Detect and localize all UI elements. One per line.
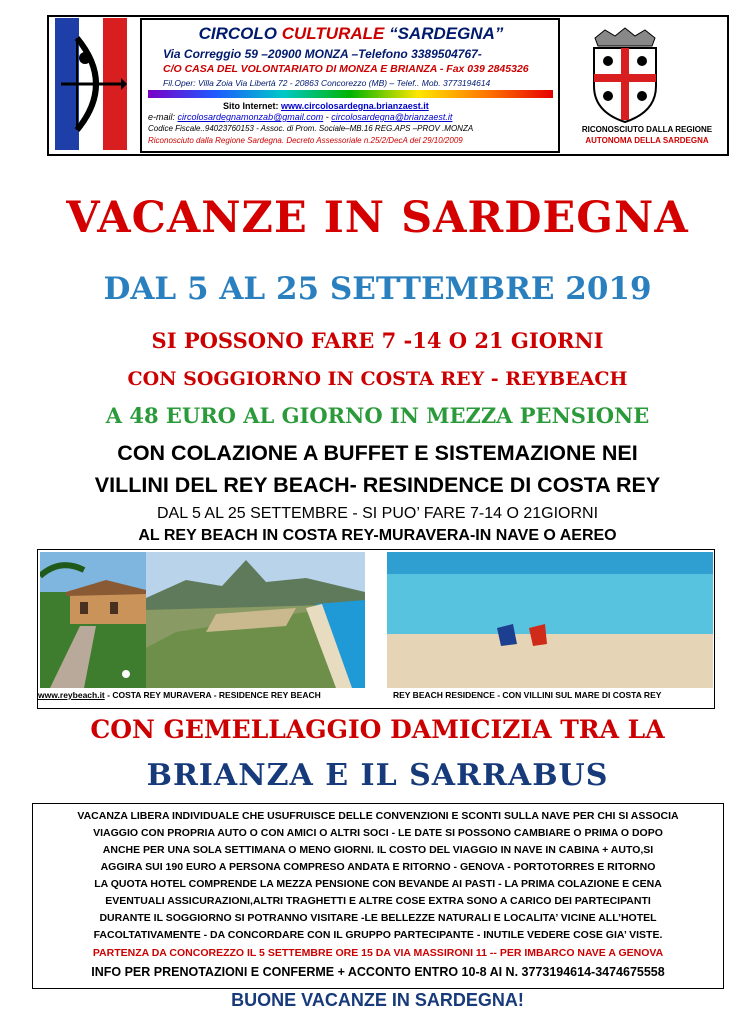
- details-line: ANCHE PER UNA SOLA SETTIMANA O MENO GIORNI. IL COSTO DEL VIAGGIO IN NAVE IN CABINA + AUTO,SI: [102, 844, 654, 856]
- association-name: CIRCOLO CULTURALE “SARDEGNA”: [198, 24, 504, 43]
- resort-villas-photo: [40, 552, 146, 688]
- twinning-line: CON GEMELLAGGIO DAMICIZIA TRA LA: [90, 715, 665, 744]
- email-link-1[interactable]: circolosardegnamonzab@gmail.com: [177, 112, 324, 122]
- dates-repeat-line: DAL 5 AL 25 SETTEMBRE - SI PUO’ FARE 7-14 O 21GIORNI: [156, 505, 599, 522]
- details-line: VACANZA LIBERA INDIVIDUALE CHE USUFRUISCE DELLE CONVENZIONI E SCONTI SULLA NAVE PER CHI SI ASSOCIA: [77, 810, 679, 822]
- details-line: EVENTUALI ASSICURAZIONI,ALTRI TRAGHETTI E ALTRE COSE EXTRA SONO A CARICO DEI PARTECIPANTI: [105, 895, 651, 907]
- details-line: LA QUOTA HOTEL COMPRENDE LA MEZZA PENSIONE CON BEVANDE AI PASTI - LA PRIMA COLAZIONE E CENA: [94, 878, 662, 890]
- twinning-regions: BRIANZA E IL SARRABUS: [146, 758, 609, 793]
- details-line: AGGIRA SUI 190 EURO A PERSONA COMPRESO ANDATA E RITORNO - GENOVA - PORTOTORRES E RITORNO: [100, 861, 656, 873]
- sardinia-crest-icon: [580, 24, 670, 124]
- price-line: A 48 EURO AL GIORNO IN MEZZA PENSIONE: [105, 403, 650, 428]
- details-line: DURANTE IL SOGGIORNO SI POTRANNO VISITARE -LE BELLEZZE NATURALI E LOCALITA’ VICINE ALL’HOTEL: [99, 912, 657, 924]
- details-line: FACOLTATIVAMENTE - DA CONCORDARE CON IL GRUPPO PARTECIPANTE - INUTILE VEDERE COSE GIA’ VISTE.: [93, 929, 663, 941]
- stay-location: CON SOGGIORNO IN COSTA REY - REYBEACH: [127, 368, 628, 390]
- crest-caption: RICONOSCIUTO DALLA REGIONE AUTONOMA DELLA SARDEGNA: [581, 125, 713, 145]
- archer-logo: [55, 18, 127, 150]
- villas-line: VILLINI DEL REY BEACH- RESINDENCE DI COSTA REY: [94, 473, 661, 497]
- email-link-2[interactable]: circolosardegna@brianzaest.it: [331, 112, 453, 122]
- main-title: VACANZE IN SARDEGNA: [66, 193, 689, 243]
- photo-caption-left: www.reybeach.it - COSTA REY MURAVERA - RESIDENCE REY BEACH: [38, 690, 321, 700]
- association-address: Via Correggio 59 –20900 MONZA –Telefono 3389504767-: [163, 47, 482, 61]
- details-line: VIAGGIO CON PROPRIA AUTO O CON AMICI O ALTRI SOCI - LE DATE SI POSSONO CAMBIARE O PRIMA O DOPO: [93, 827, 663, 839]
- beach-chairs-photo: [387, 552, 713, 688]
- recognition-line: Riconosciuto dalla Regione Sardegna. Decreto Assessoriale n.25/2/DecA del 29/10/2009: [148, 136, 463, 145]
- breakfast-line: CON COLAZIONE A BUFFET E SISTEMAZIONE NEI: [117, 441, 638, 465]
- fiscal-code-line: Codice Fiscale..94023760153 - Assoc. di Prom. Sociale–MB.16 REG.APS –PROV .MONZA: [148, 124, 474, 133]
- duration-options: SI POSSONO FARE 7 -14 O 21 GIORNI: [151, 328, 604, 353]
- departure-line: PARTENZA DA CONCOREZZO IL 5 SETTEMBRE ORE 15 DA VIA MASSIRONI 11 -- PER IMBARCO NAVE A GENOVA: [92, 947, 664, 959]
- association-seat: C/O CASA DEL VOLONTARIATO DI MONZA E BRIANZA - Fax 039 2845326: [163, 63, 529, 75]
- transport-line: AL REY BEACH IN COSTA REY-MURAVERA-IN NAVE O AEREO: [138, 527, 617, 544]
- coast-aerial-photo: [146, 552, 365, 688]
- association-branch: Fil.Oper: Villa Zoia Via Libertà 72 - 20863 Concorezzo (MB) – Telef.. Mob. 3773194614: [163, 78, 491, 88]
- email-line: e-mail: circolosardegnamonzab@gmail.com - circolosardegna@brianzaest.it: [148, 112, 453, 122]
- contact-line: INFO PER PRENOTAZIONI E CONFERME + ACCONTO ENTRO 10-8 AI N. 3773194614-3474675558: [91, 965, 665, 979]
- website-link[interactable]: www.circolosardegna.brianzaest.it: [281, 101, 429, 111]
- website-line: Sito Internet: www.circolosardegna.brianzaest.it: [223, 101, 429, 111]
- date-range: DAL 5 AL 25 SETTEMBRE 2019: [103, 271, 652, 307]
- photo-caption-right: REY BEACH RESIDENCE - CON VILLINI SUL MARE DI COSTA REY: [393, 690, 662, 700]
- rainbow-divider: [148, 90, 553, 98]
- closing-greeting: BUONE VACANZE IN SARDEGNA!: [231, 990, 524, 1010]
- reybeach-link[interactable]: www.reybeach.it: [38, 690, 105, 700]
